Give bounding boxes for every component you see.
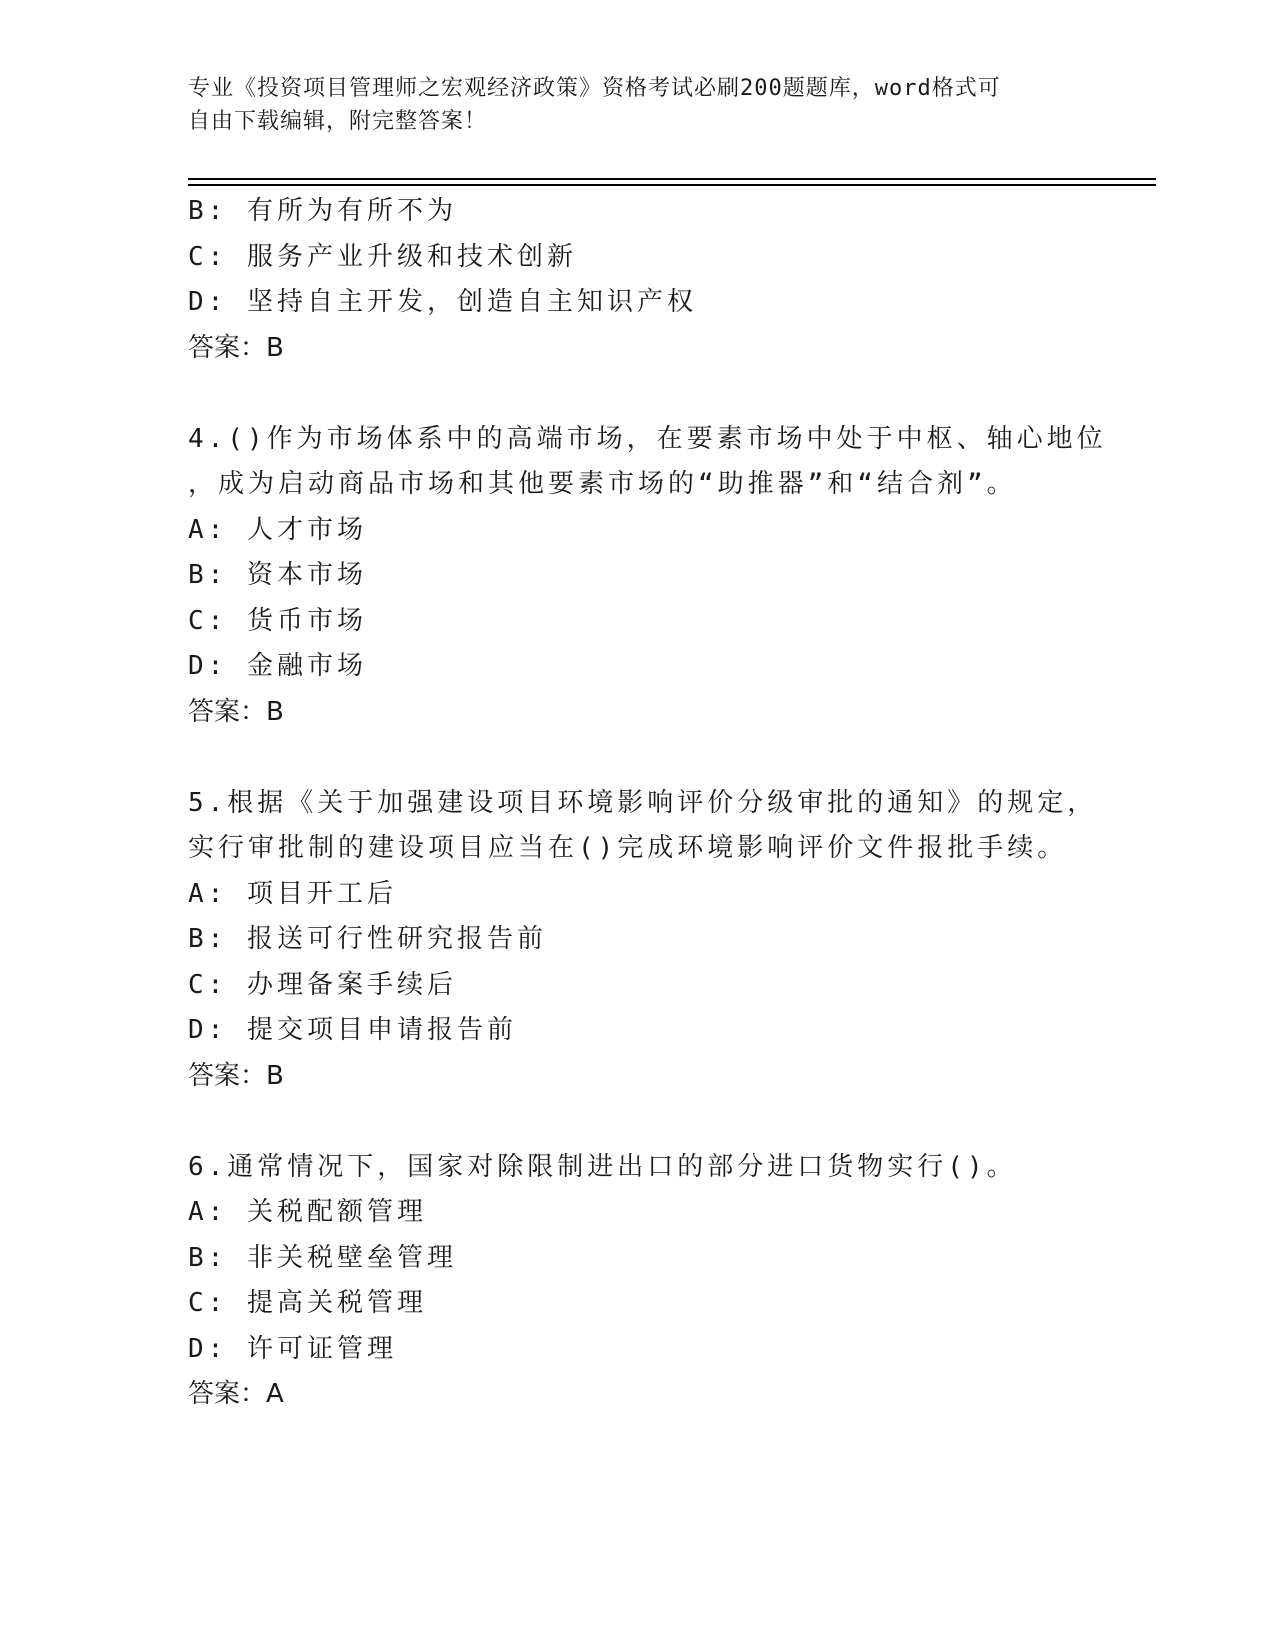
spacer bbox=[188, 735, 1088, 781]
header-line-2: 自由下载编辑，附完整答案！ bbox=[188, 109, 488, 134]
option-c: C: 服务产业升级和技术创新 bbox=[188, 241, 577, 272]
answer-line: 答案：B bbox=[188, 1060, 284, 1091]
spacer bbox=[188, 371, 1088, 417]
option-c: C: 提高关税管理 bbox=[188, 1288, 427, 1318]
option-c: C: 办理备案手续后 bbox=[188, 969, 457, 1000]
option-c: C: 货币市场 bbox=[188, 605, 367, 636]
question-text-line-1: 6.通常情况下，国家对除限制进出口的部分进口货物实行()。 bbox=[188, 1151, 1017, 1182]
question-block-3 bbox=[188, 189, 1088, 371]
option-d: D: 坚持自主开发，创造自主知识产权 bbox=[188, 287, 697, 317]
option-a: A: 人才市场 bbox=[188, 514, 367, 545]
question-block-4 bbox=[188, 417, 1107, 736]
document-header bbox=[188, 72, 1088, 138]
question-list bbox=[188, 189, 1107, 1418]
question-text-line-2: ，成为启动商品市场和其他要素市场的“助推器”和“结合剂”。 bbox=[188, 469, 1017, 499]
option-a: A: 项目开工后 bbox=[188, 878, 397, 909]
question-block-5 bbox=[188, 781, 1098, 1100]
option-d: D: 金融市场 bbox=[188, 651, 367, 681]
header-divider-bottom bbox=[188, 184, 1156, 186]
option-b: B: 资本市场 bbox=[188, 560, 367, 590]
question-text-line-1: 5.根据《关于加强建设项目环境影响评价分级审批的通知》的规定， bbox=[188, 787, 1098, 818]
question-block-6 bbox=[188, 1145, 1088, 1418]
answer-line: 答案：B bbox=[188, 696, 284, 727]
answer-line: 答案：A bbox=[188, 1379, 284, 1409]
option-b: B: 非关税壁垒管理 bbox=[188, 1242, 457, 1273]
option-d: D: 提交项目申请报告前 bbox=[188, 1015, 517, 1045]
header-divider-top bbox=[188, 178, 1156, 180]
header-line-1: 专业《投资项目管理师之宏观经济政策》资格考试必刷200题题库，word格式可 bbox=[188, 76, 1001, 101]
option-b: B: 有所为有所不为 bbox=[188, 196, 457, 226]
question-text-line-2: 实行审批制的建设项目应当在()完成环境影响评价文件报批手续。 bbox=[188, 833, 1068, 863]
option-a: A: 关税配额管理 bbox=[188, 1197, 427, 1227]
question-text-line-1: 4.()作为市场体系中的高端市场，在要素市场中处于中枢、轴心地位 bbox=[188, 423, 1107, 454]
option-d: D: 许可证管理 bbox=[188, 1333, 397, 1364]
option-b: B: 报送可行性研究报告前 bbox=[188, 924, 547, 954]
spacer bbox=[188, 1099, 1088, 1145]
answer-line: 答案：B bbox=[188, 332, 284, 363]
